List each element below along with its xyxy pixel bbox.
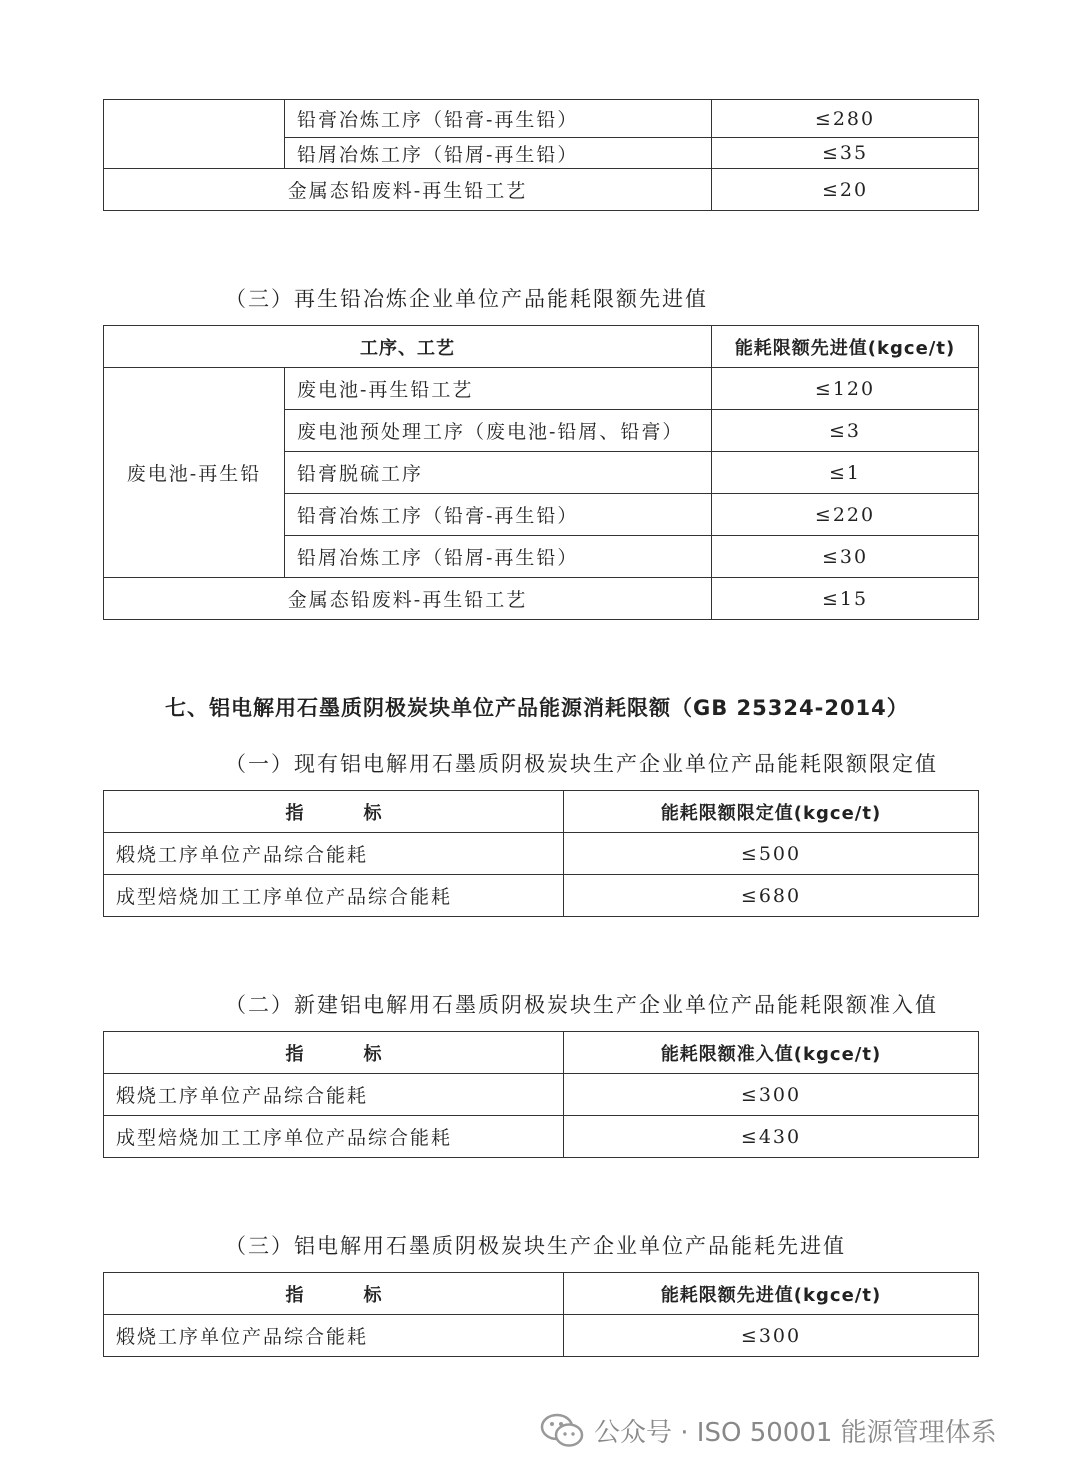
value-cell: ≤300 [564, 1074, 979, 1116]
header-indicator: 指 标 [104, 791, 564, 833]
process-cell: 铅膏冶炼工序（铅膏-再生铅） [285, 100, 712, 138]
table-top-continuation [103, 99, 979, 211]
indicator-cell: 煅烧工序单位产品综合能耗 [104, 1315, 564, 1357]
header-value: 能耗限额限定值(kgce/t) [564, 791, 979, 833]
header-value: 能耗限额先进值(kgce/t) [564, 1273, 979, 1315]
table-lead-advanced [103, 325, 979, 620]
group-label: 废电池-再生铅 [104, 368, 285, 578]
process-cell: 金属态铅废料-再生铅工艺 [104, 578, 712, 620]
value-cell: ≤430 [564, 1116, 979, 1158]
value-cell: ≤30 [712, 536, 979, 578]
process-cell: 铅屑冶炼工序（铅屑-再生铅） [285, 536, 712, 578]
section-title: （三）铝电解用石墨质阴极炭块生产企业单位产品能耗先进值 [225, 1234, 846, 1258]
indicator-cell: 煅烧工序单位产品综合能耗 [104, 833, 564, 875]
value-cell: ≤220 [712, 494, 979, 536]
process-cell: 铅膏冶炼工序（铅膏-再生铅） [285, 494, 712, 536]
value-cell: ≤300 [564, 1315, 979, 1357]
table-entry-value [103, 1031, 979, 1158]
indicator-cell: 成型焙烧加工工序单位产品综合能耗 [104, 875, 564, 917]
value-cell: ≤20 [712, 169, 979, 211]
process-cell: 铅屑冶炼工序（铅屑-再生铅） [285, 138, 712, 169]
wechat-icon [540, 1413, 584, 1449]
value-cell: ≤120 [712, 368, 979, 410]
process-cell: 铅膏脱硫工序 [285, 452, 712, 494]
indicator-cell: 成型焙烧加工工序单位产品综合能耗 [104, 1116, 564, 1158]
indicator-cell: 煅烧工序单位产品综合能耗 [104, 1074, 564, 1116]
section-title: （三）再生铅冶炼企业单位产品能耗限额先进值 [225, 287, 708, 311]
value-cell: ≤15 [712, 578, 979, 620]
value-cell: ≤3 [712, 410, 979, 452]
header-value: 能耗限额准入值(kgce/t) [564, 1032, 979, 1074]
header-indicator: 指 标 [104, 1273, 564, 1315]
header-process: 工序、工艺 [104, 326, 712, 368]
header-value: 能耗限额先进值(kgce/t) [712, 326, 979, 368]
table-limit-value [103, 790, 979, 917]
process-cell: 金属态铅废料-再生铅工艺 [104, 169, 712, 211]
table-advanced-value [103, 1272, 979, 1357]
process-cell: 废电池-再生铅工艺 [285, 368, 712, 410]
value-cell: ≤680 [564, 875, 979, 917]
section-title: （二）新建铝电解用石墨质阴极炭块生产企业单位产品能耗限额准入值 [225, 993, 938, 1017]
header-indicator: 指 标 [104, 1032, 564, 1074]
chapter-title: 七、铝电解用石墨质阴极炭块单位产品能源消耗限额（GB 25324-2014） [165, 696, 909, 720]
watermark-text: 公众号 · ISO 50001 能源管理体系 [594, 1418, 997, 1448]
value-cell: ≤1 [712, 452, 979, 494]
section-title: （一）现有铝电解用石墨质阴极炭块生产企业单位产品能耗限额限定值 [225, 752, 938, 776]
group-cell-empty [104, 100, 285, 169]
process-cell: 废电池预处理工序（废电池-铅屑、铅膏） [285, 410, 712, 452]
value-cell: ≤35 [712, 138, 979, 169]
watermark [540, 1412, 997, 1449]
value-cell: ≤280 [712, 100, 979, 138]
value-cell: ≤500 [564, 833, 979, 875]
